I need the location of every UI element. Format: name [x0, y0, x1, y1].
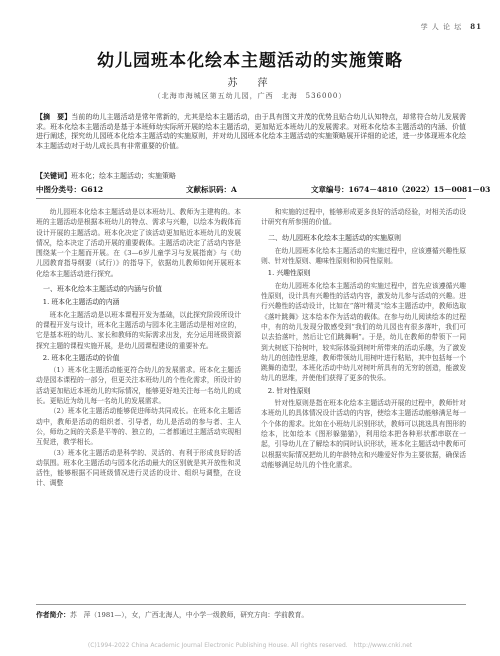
- clc-number: 中图分类号：G612: [36, 185, 104, 194]
- document-code: 文献标识码：A: [186, 185, 237, 194]
- footer-divider: [36, 604, 466, 605]
- page-number: 81: [470, 22, 482, 31]
- keywords: [36, 171, 466, 181]
- body-column-right: [261, 207, 466, 470]
- section-heading: 1. 班本化主题活动的内涵: [42, 298, 120, 307]
- body-paragraph: 幼儿园班本化绘本主题活动是以本班幼儿、教师为主建构的。本班的主题活动是根据本班幼儿的特点、需求与兴趣，以绘本为载体而设计开展的主题活动。班本化决定了该活动更加贴近本班幼儿的发展情况，绘本决定了活动开展的重要载体。主题活动决定了活动内容是围绕某一个主题而开展。在《3—6岁儿童学习与发展指南》与《幼儿园教育指导纲要（试行）》的指导下，依据幼儿教师如何开展班本化绘本主题活动进行探究。: [36, 208, 241, 278]
- body-paragraph: 在幼儿园班本化绘本主题活动的实施过程中，应该遵循兴趣性原则、针对性原则、趣味性原则和协同性原则。: [261, 246, 466, 266]
- body-paragraph: （1）班本化主题活动能更符合幼儿的发展需求。班本化主题活动是园本课程的一部分，但更关注本班幼儿的个性化需求，所设计的活动更加贴近本班幼儿的实际情况，能够更好地关注每一名幼儿的成长。更贴近为幼儿每一名幼儿的发展需求。: [36, 366, 241, 406]
- body-paragraph: 和实施的过程中，能够形成更多良好的活动经验，对相关活动设计研究有所参照的价值。: [261, 208, 466, 227]
- keywords-label: 【关键词】: [36, 171, 71, 180]
- author-affiliation: （北海市海城区第五幼儿园，广西 北海 536000）: [153, 92, 347, 100]
- abstract-text: 当前的幼儿主题活动是常年常新的，尤其是绘本主题活动，由于具有图文并茂的优势且贴合幼儿认知特点，却常符合幼儿发展需求。班本化绘本主题活动是基于本班师幼实际所开展的绘本主题活动，更加贴近本班幼儿的发展需求。对班本化绘本主题活动的内涵、价值进行阐述，探究幼儿园班本化绘本主题活动的实施原则，并对幼儿园班本化绘本主题活动的实施策略展开详细的论述，进一步体现班本化绘本主题活动对于幼儿成长具有非常重要的价值。: [36, 113, 466, 150]
- section-heading: 二、幼儿园班本化绘本主题活动的实施原则: [268, 233, 401, 242]
- abstract-label: 【摘 要】: [36, 112, 72, 121]
- section-heading: 2. 班本化主题活动的价值: [42, 353, 120, 362]
- body-paragraph: 在幼儿园班本化绘本主题活动的实施过程中，首先应该遵循兴趣性原则，设计具有兴趣性的活动内容，激发幼儿参与活动的兴趣。进行兴趣性的活动设计，比如在“落叶精灵”绘本主题活动中，教师选取《落叶跳舞》这本绘本作为活动的载体。在参与幼儿阅读绘本的过程中，有的幼儿发现分散感受到“我们的幼儿园也有很多落叶，我们可以去拾落叶，然后让它们跳舞啊”。于是，幼儿在教师的带领下一同到大树底下拾树叶，较实际体验到树叶所带来的活动乐趣，为了激发幼儿的创造性思维，教师带领幼儿用树叶进行粘贴，其中包括每一个跳舞的造型，本班化活动中幼儿对树叶所具有的无穷的创造，能激发幼儿的思维，并使他们获得了更多的快乐。: [261, 281, 466, 383]
- running-head: [421, 22, 482, 32]
- abstract: [36, 112, 466, 151]
- section-heading: 2. 针对性原则: [267, 386, 311, 395]
- body-paragraph: 班本化主题活动是以班本课程开发为基础，以此探究阶段所设计的课程开发与设计，班本化主题活动与园本化主题活动是相对应的，它是基本班的幼儿、家长和教师的实际需求出发，充分运用班级资源探究主题的课程实施开展，是幼儿园课程建设的重要补充。: [36, 310, 241, 350]
- body-paragraph: （3）班本化主题活动是科学的、灵活的、有利于形成良好的活动氛围。班本化主题活动与园本化活动最大的区别就是其开放性和灵活性，能够根据不同班级情况进行灵活的设计、组织与调整，在设计、调整: [36, 448, 241, 488]
- section-heading: 1. 兴趣性原则: [267, 269, 311, 278]
- article-number: 文章编号：1674－4810（2022）15－0081－03: [311, 185, 491, 194]
- body-column-left: [36, 207, 241, 489]
- body-paragraph: 针对性原则是指在班本化绘本主题活动开展的过程中，教师针对本班幼儿的具体情况设计活动的内容，使绘本主题活动能够满足每一个个体的需求。比如在小班幼儿识别形状，教师可以挑选具有图形的绘本，比如绘本《图形躲猫猫》，利用绘本把各种形状都串联在一起，引导幼儿在了解绘本的同时认识形状，班本化主题活动中教师可以根据实际情况把幼儿的年龄特点和兴趣爱好作为主要依据，确保活动能够满足幼儿的个性化需求。: [261, 399, 466, 469]
- author-note-text: 苏 萍（1981—），女，广西北海人，中小学一级教师，研究方向：学前教育。: [69, 611, 309, 619]
- section-heading: 一、班本化绘本主题活动的内涵与价值: [43, 285, 162, 294]
- header-divider: [36, 198, 466, 199]
- body-paragraph: （2）班本化主题活动能够促进师幼共同成长。在班本化主题活动中，教师是活动的组织者、引导者，幼儿是活动的参与者、主人公，师幼之间的关系是平等的、独立的，二者都通过主题活动实现相互促进，教学相长。: [36, 407, 241, 447]
- running-head-text: 学 人 论 坛: [420, 23, 463, 31]
- keywords-text: 班本化；绘本主题活动；实施策略: [71, 172, 176, 180]
- author-note-label: 作者简介：: [36, 611, 70, 619]
- author-note: [36, 609, 466, 619]
- article-meta: [36, 184, 491, 196]
- author-name: 苏 萍: [227, 78, 273, 89]
- copyright-watermark: (C)1994-2022 China Academic Journal Electronic Publishing House. All rights reserved. http://www.cnki.net: [87, 642, 413, 649]
- article-title: 幼儿园班本化绘本主题活动的实施策略: [97, 51, 403, 71]
